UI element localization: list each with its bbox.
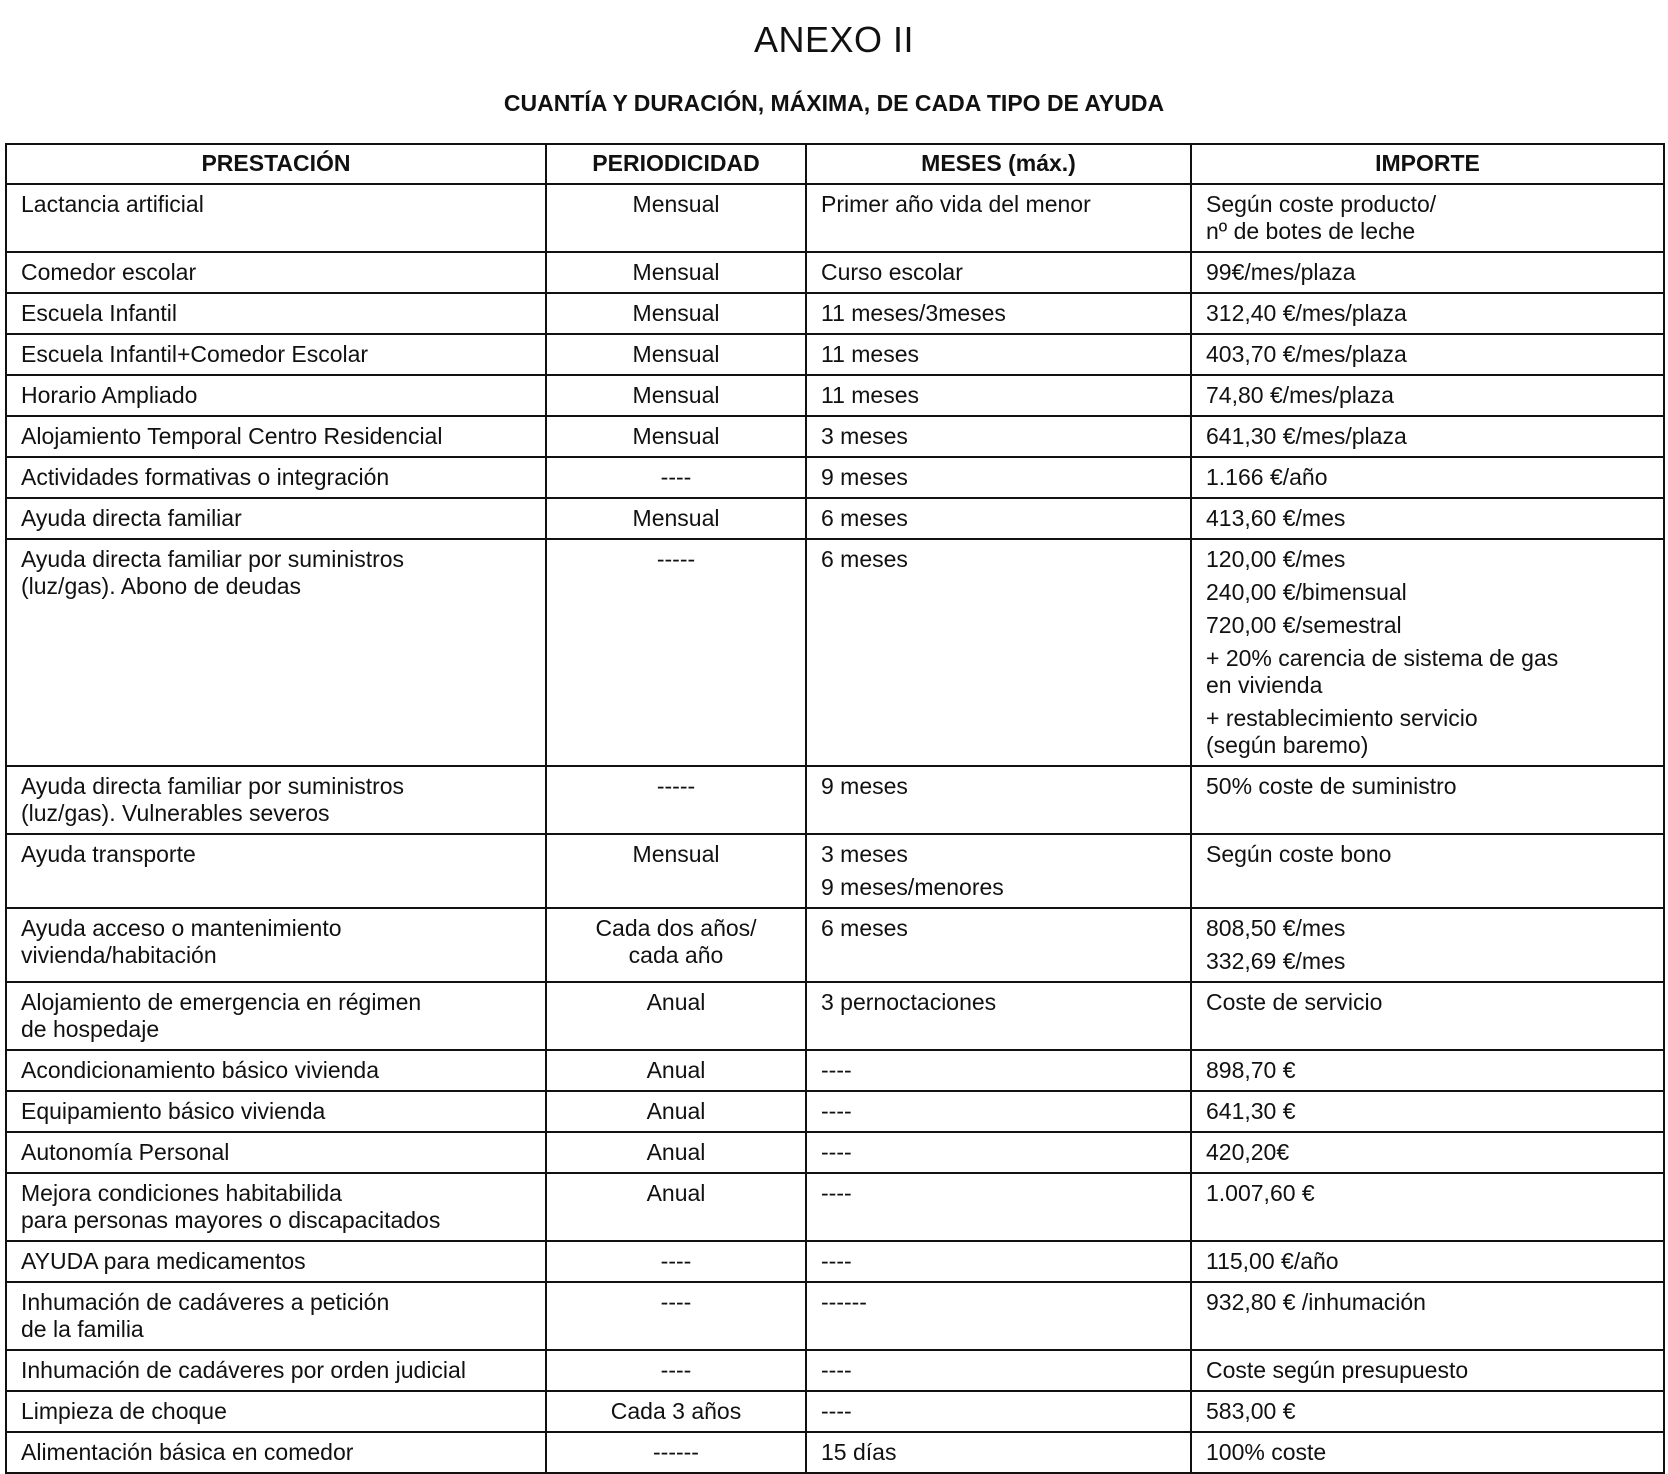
cell-importe [1191,184,1664,252]
cell-text: 100% coste [1206,1439,1327,1465]
cell-importe [1191,1282,1664,1350]
table-row [6,375,1664,416]
header-meses: MESES (máx.) [806,144,1191,184]
cell-text: + 20% carencia de sistema de gas en vivienda [1206,645,1559,698]
cell-text: Anual [646,989,706,1015]
cell-text: 403,70 €/mes/plaza [1206,341,1407,367]
cell-meses [806,184,1191,252]
cell-meses [806,498,1191,539]
table-row [6,498,1664,539]
cell-prestacion [6,252,546,293]
cell-importe [1191,1132,1664,1173]
cell-text: ---- [821,1398,852,1424]
table-row [6,982,1664,1050]
cell-periodicidad [546,293,806,334]
cell-importe [1191,457,1664,498]
cell-text: 120,00 €/mes [1206,546,1346,572]
table-row [6,334,1664,375]
cell-prestacion [6,1091,546,1132]
cell-text: Según coste producto/ nº de botes de leche [1206,191,1437,244]
table-row [6,1350,1664,1391]
cell-meses [806,539,1191,766]
cell-text: 932,80 € /inhumación [1206,1289,1426,1315]
cell-text: 11 meses/3meses [821,300,1006,326]
cell-text: 1.007,60 € [1206,1180,1315,1206]
cell-importe [1191,252,1664,293]
table-row [6,1391,1664,1432]
cell-prestacion [6,908,546,982]
cell-text: Ayuda acceso o mantenimiento vivienda/habitación [21,915,342,968]
cell-importe [1191,908,1664,982]
cell-text: 3 meses [821,841,908,867]
cell-text: 583,00 € [1206,1398,1296,1424]
cell-text: ---- [660,1248,692,1274]
table-row [6,766,1664,834]
header-prestacion: PRESTACIÓN [6,144,546,184]
cell-periodicidad [546,457,806,498]
cell-text: Mensual [632,382,720,408]
cell-text: Escuela Infantil [21,300,177,326]
cell-text: 9 meses/menores [821,874,1004,900]
cell-importe [1191,1350,1664,1391]
cell-text: ------ [821,1289,867,1315]
cell-text: Comedor escolar [21,259,197,285]
cell-meses [806,1391,1191,1432]
cell-meses [806,334,1191,375]
cell-prestacion [6,1241,546,1282]
cell-text: 6 meses [821,915,908,941]
cell-text: 50% coste de suministro [1206,773,1457,799]
cell-text: Autonomía Personal [21,1139,230,1165]
page-title: ANEXO II [753,19,915,60]
cell-text: Según coste bono [1206,841,1392,867]
cell-periodicidad [546,1173,806,1241]
cell-text: 74,80 €/mes/plaza [1206,382,1394,408]
table-row [6,184,1664,252]
page-subtitle: CUANTÍA Y DURACIÓN, MÁXIMA, DE CADA TIPO DE AYUDA [503,90,1165,116]
cell-text: 3 pernoctaciones [821,989,997,1015]
table-row [6,1282,1664,1350]
cell-importe [1191,1432,1664,1473]
cell-text: 720,00 €/semestral [1206,612,1402,638]
cell-text: Anual [646,1057,706,1083]
cell-text: Limpieza de choque [21,1398,227,1424]
cell-prestacion [6,834,546,908]
cell-text: Ayuda directa familiar por suministros (luz/gas). Abono de deudas [21,546,405,599]
cell-meses [806,1241,1191,1282]
cell-text: 808,50 €/mes [1206,915,1346,941]
cell-text: Curso escolar [821,259,963,285]
cell-text: Coste según presupuesto [1206,1357,1469,1383]
cell-text: 240,00 €/bimensual [1206,579,1407,605]
cell-text: Lactancia artificial [21,191,204,217]
cell-text: Inhumación de cadáveres por orden judicial [21,1357,466,1383]
cell-text: Inhumación de cadáveres a petición de la familia [21,1289,390,1342]
cell-meses [806,834,1191,908]
cell-text: 312,40 €/mes/plaza [1206,300,1407,326]
cell-prestacion [6,1132,546,1173]
cell-prestacion [6,982,546,1050]
cell-prestacion [6,334,546,375]
cell-periodicidad [546,1391,806,1432]
cell-prestacion [6,539,546,766]
cell-periodicidad [546,334,806,375]
cell-periodicidad [546,252,806,293]
cell-text: + restablecimiento servicio (según baremo) [1206,705,1478,758]
cell-meses [806,1350,1191,1391]
cell-meses [806,1091,1191,1132]
cell-text: Mensual [632,841,720,867]
cell-text: ---- [821,1248,852,1274]
table-row [6,539,1664,766]
cell-meses [806,293,1191,334]
cell-meses [806,1132,1191,1173]
header-periodicidad: PERIODICIDAD [546,144,806,184]
cell-periodicidad [546,1282,806,1350]
cell-text: Horario Ampliado [21,382,198,408]
cell-importe [1191,1241,1664,1282]
cell-text: Escuela Infantil+Comedor Escolar [21,341,369,367]
cell-periodicidad [546,1241,806,1282]
cell-prestacion [6,1391,546,1432]
cell-text: ------ [653,1439,699,1465]
cell-importe [1191,834,1664,908]
cell-importe [1191,1091,1664,1132]
cell-text: ---- [660,1289,692,1315]
cell-text: Ayuda directa familiar [21,505,242,531]
cell-prestacion [6,1282,546,1350]
table-row [6,1132,1664,1173]
header-importe: IMPORTE [1191,144,1664,184]
cell-text: Cada dos años/ cada año [595,915,757,968]
cell-importe [1191,1050,1664,1091]
table-row [6,834,1664,908]
cell-periodicidad [546,1050,806,1091]
cell-periodicidad [546,539,806,766]
cell-text: Mensual [632,423,720,449]
cell-prestacion [6,293,546,334]
cell-text: Mensual [632,259,720,285]
cell-periodicidad [546,1132,806,1173]
cell-meses [806,375,1191,416]
cell-meses [806,1432,1191,1473]
cell-text: ---- [821,1139,852,1165]
cell-text: 3 meses [821,423,908,449]
cell-text: Anual [646,1139,706,1165]
table-row [6,293,1664,334]
cell-periodicidad [546,1091,806,1132]
cell-text: ---- [821,1057,852,1083]
cell-text: 413,60 €/mes [1206,505,1346,531]
cell-text: 1.166 €/año [1206,464,1328,490]
cell-text: 9 meses [821,464,908,490]
table-row [6,1050,1664,1091]
cell-text: 641,30 € [1206,1098,1296,1124]
cell-text: 99€/mes/plaza [1206,259,1356,285]
table-row [6,1091,1664,1132]
cell-periodicidad [546,1350,806,1391]
cell-text: Anual [646,1098,706,1124]
cell-text: Equipamiento básico vivienda [21,1098,326,1124]
cell-importe [1191,293,1664,334]
cell-text: 6 meses [821,505,908,531]
cell-text: ---- [821,1098,852,1124]
table-row [6,457,1664,498]
cell-periodicidad [546,908,806,982]
cell-text: 15 días [821,1439,897,1465]
cell-text: AYUDA para medicamentos [21,1248,306,1274]
cell-text: Alojamiento Temporal Centro Residencial [21,423,443,449]
cell-text: Mejora condiciones habitabilida para personas mayores o discapacitados [21,1180,441,1233]
cell-periodicidad [546,184,806,252]
cell-periodicidad [546,1432,806,1473]
cell-text: ---- [821,1357,852,1383]
cell-periodicidad [546,375,806,416]
cell-meses [806,416,1191,457]
cell-text: Alojamiento de emergencia en régimen de hospedaje [21,989,422,1042]
table-body [6,184,1664,1473]
cell-prestacion [6,457,546,498]
cell-text: Alimentación básica en comedor [21,1439,354,1465]
cell-text: Mensual [632,505,720,531]
cell-meses [806,457,1191,498]
cell-text: Cada 3 años [610,1398,742,1424]
cell-text: Mensual [632,341,720,367]
cell-prestacion [6,498,546,539]
cell-text: Ayuda transporte [21,841,196,867]
cell-importe [1191,498,1664,539]
cell-prestacion [6,1432,546,1473]
cell-prestacion [6,1350,546,1391]
cell-text: 9 meses [821,773,908,799]
table-row [6,416,1664,457]
cell-text: Mensual [632,300,720,326]
table-row [6,252,1664,293]
cell-text: 11 meses [821,341,920,367]
cell-text: Actividades formativas o integración [21,464,390,490]
cell-prestacion [6,184,546,252]
cell-prestacion [6,766,546,834]
cell-meses [806,252,1191,293]
cell-text: 420,20€ [1206,1139,1290,1165]
cell-text: Mensual [632,191,720,217]
cell-prestacion [6,1050,546,1091]
table-row [6,1173,1664,1241]
cell-importe [1191,766,1664,834]
cell-text: ----- [656,773,696,799]
table-header-row [6,144,1664,184]
cell-importe [1191,375,1664,416]
table-row [6,1432,1664,1473]
cell-text: 6 meses [821,546,908,572]
cell-meses [806,766,1191,834]
cell-text: ---- [660,464,692,490]
cell-text: Coste de servicio [1206,989,1383,1015]
cell-importe [1191,539,1664,766]
benefits-table [5,143,1665,1474]
cell-periodicidad [546,498,806,539]
cell-importe [1191,1173,1664,1241]
cell-text: Primer año vida del menor [821,191,1091,217]
cell-text: 115,00 €/año [1206,1248,1339,1274]
cell-text: ---- [821,1180,852,1206]
cell-importe [1191,416,1664,457]
cell-text: 332,69 €/mes [1206,948,1346,974]
cell-text: 641,30 €/mes/plaza [1206,423,1407,449]
cell-prestacion [6,375,546,416]
cell-periodicidad [546,766,806,834]
cell-periodicidad [546,834,806,908]
cell-text: Acondicionamiento básico vivienda [21,1057,379,1083]
cell-meses [806,1282,1191,1350]
cell-text: ---- [660,1357,692,1383]
cell-periodicidad [546,416,806,457]
cell-text: 898,70 € [1206,1057,1296,1083]
cell-text: Ayuda directa familiar por suministros (luz/gas). Vulnerables severos [21,773,405,826]
cell-importe [1191,334,1664,375]
cell-prestacion [6,1173,546,1241]
cell-meses [806,908,1191,982]
cell-text: 11 meses [821,382,920,408]
cell-prestacion [6,416,546,457]
cell-meses [806,1050,1191,1091]
cell-importe [1191,1391,1664,1432]
cell-importe [1191,982,1664,1050]
cell-periodicidad [546,982,806,1050]
cell-text: Anual [646,1180,706,1206]
cell-text: ----- [656,546,696,572]
cell-meses [806,982,1191,1050]
table-row [6,908,1664,982]
cell-meses [806,1173,1191,1241]
table-row [6,1241,1664,1282]
